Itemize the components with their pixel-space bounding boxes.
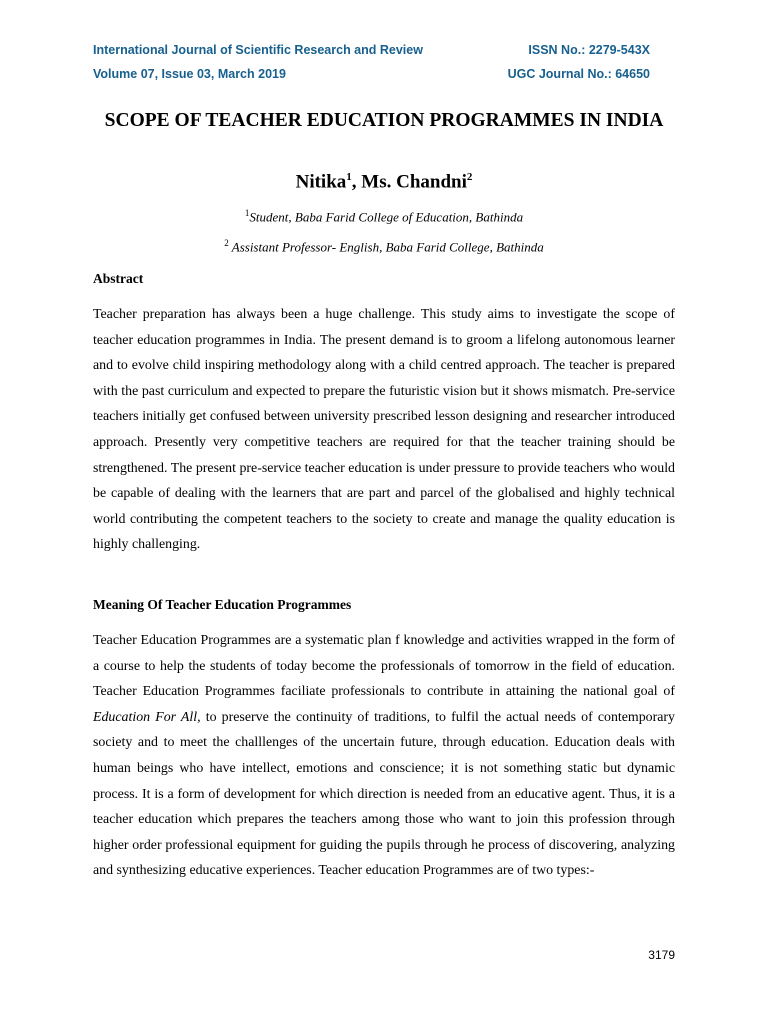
author-line	[93, 171, 675, 193]
affiliation-1-text: Student, Baba Farid College of Education, Bathinda	[249, 209, 524, 225]
section-text-part-2: to preserve the continuity of traditions, to fulfil the actual needs of contemporary society and to meet the challlenges of the uncertain future, through education. Education deals with human beings who have intellect, emotions and conscience; it is not something static but dynamic process. It is a form of development for which direction is needed from an educative agent. Thus, it is a teacher education which prepares the teachers among those who want to join this profession through higher order professional equipment for guiding the pupils through he process of discovering, analyzing and synthesizing educative experiences. Teacher education Programmes are of two types:-	[93, 709, 675, 879]
journal-header-row-1	[93, 43, 650, 57]
journal-name: International Journal of Scientific Research and Review	[93, 43, 423, 57]
paper-title: SCOPE OF TEACHER EDUCATION PROGRAMMES IN INDIA	[104, 110, 664, 131]
affiliation-1	[93, 208, 675, 225]
author-separator: ,	[351, 171, 362, 193]
author-1: Nitika	[295, 171, 347, 193]
ugc-number: UGC Journal No.: 64650	[507, 67, 650, 81]
affiliation-2-text: Assistant Professor- English, Baba Farid College, Bathinda	[228, 239, 544, 255]
author-2-mark: 2	[466, 171, 473, 183]
page-number: 3179	[648, 948, 675, 962]
author-1-mark: 1	[346, 171, 352, 183]
issn-number: ISSN No.: 2279-543X	[528, 43, 650, 57]
abstract-text: Teacher preparation has always been a huge challenge. This study aims to investigate the scope of teacher education programmes in India. The present demand is to groom a lifelong autonomous learner and to evolve child inspiring methodology along with a child centred approach. The teacher is prepared with the past curriculum and expected to prepare the futuristic vision but it shows mismatch. Pre-service teachers initially get confused between university prescribed lesson designing and researcher introduced approach. Presently very competitive teachers are required for that the teacher training should be strengthened. The present pre-service teacher education is under pressure to provide teachers who would be capable of dealing with the learners that are part and parcel of the globalised and highly technical world contributing the competent teachers to the society to create and manage the quality education is highly challenging.	[93, 307, 675, 553]
section-text	[93, 628, 675, 884]
section-heading: Meaning Of Teacher Education Programmes	[93, 597, 352, 612]
affiliation-2-mark: 2	[224, 238, 229, 248]
affiliation-1-mark: 1	[244, 208, 250, 218]
author-2: Ms. Chandni	[361, 171, 467, 193]
volume-issue: Volume 07, Issue 03, March 2019	[93, 67, 286, 81]
affiliation-2	[93, 238, 675, 255]
section-text-part-1: Teacher Education Programmes are a systematic plan f knowledge and activities wrapped in the form of a course to help the students of today become the professionals of tomorrow in the field of education. Teacher Education Programmes faciliate professionals to contribute in attaining the national goal of	[93, 633, 675, 700]
journal-header-row-2	[93, 67, 650, 81]
section-text-emphasis: Education For All,	[93, 709, 201, 725]
abstract-heading: Abstract	[93, 271, 144, 286]
